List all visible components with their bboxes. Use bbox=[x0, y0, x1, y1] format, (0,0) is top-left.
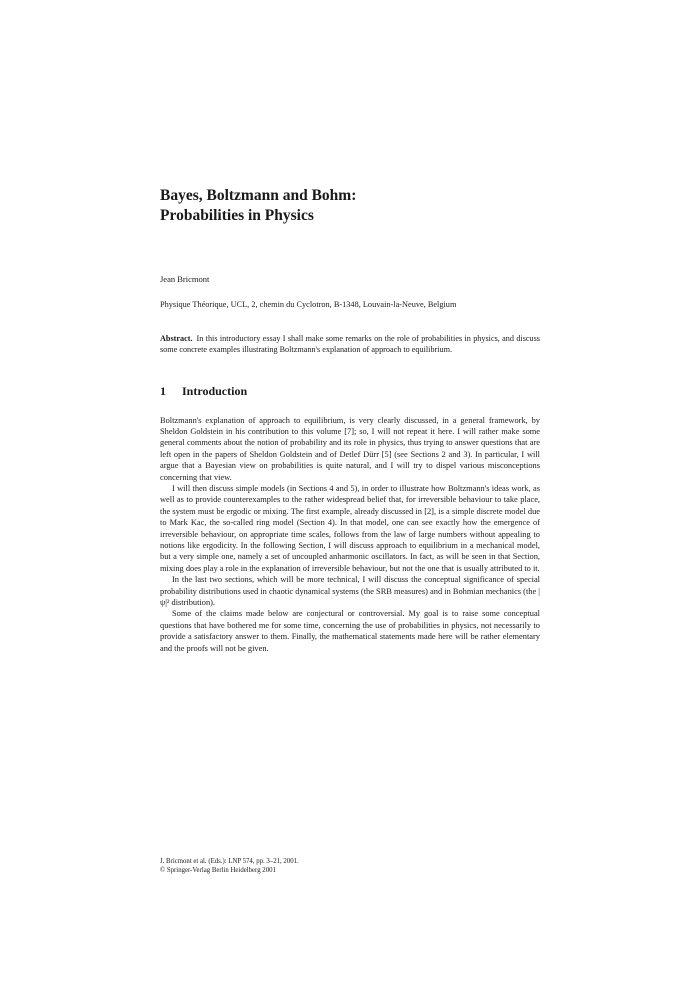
section-title: Introduction bbox=[182, 383, 248, 398]
section-heading bbox=[160, 384, 540, 399]
abstract-label: Abstract. bbox=[160, 333, 193, 343]
paper-title bbox=[160, 186, 540, 226]
paragraph: In the last two sections, which will be more technical, I will discuss the conceptual significance of special probability distributions used in chaotic dynamical systems (the SRB measures) and in Bohmian mechanics (the |ψ|² distribution). bbox=[160, 575, 540, 607]
section-number: 1 bbox=[160, 383, 166, 398]
author-affiliation: Physique Théorique, UCL, 2, chemin du Cyclotron, B-1348, Louvain-la-Neuve, Belgium bbox=[160, 300, 457, 309]
abstract bbox=[160, 333, 540, 355]
footnote bbox=[160, 858, 540, 875]
abstract-text: In this introductory essay I shall make some remarks on the role of probabilities in physics, and discuss some concrete examples illustrating Boltzmann's explanation of approach to equilibrium. bbox=[160, 333, 540, 354]
paper-content bbox=[160, 186, 540, 654]
title-line-1: Bayes, Boltzmann and Bohm: bbox=[160, 187, 357, 204]
author-name: Jean Bricmont bbox=[160, 274, 210, 284]
body-text bbox=[160, 415, 540, 655]
copyright-line: © Springer-Verlag Berlin Heidelberg 2001 bbox=[160, 866, 276, 874]
paragraph: Some of the claims made below are conjectural or controversial. My goal is to raise some conceptual questions that have bothered me for some time, concerning the use of probabilities in physics, not necessarily to provide a satisfactory answer to them. Finally, the mathematical statements made here will be rather elementary and the proofs will not be given. bbox=[160, 609, 540, 653]
citation-line: J. Bricmont et al. (Eds.): LNP 574, pp. 3–21, 2001. bbox=[160, 858, 299, 865]
paragraph: I will then discuss simple models (in Sections 4 and 5), in order to illustrate how Boltzmann's ideas work, as well as to provide counterexamples to the rather widespread belief that, for irreversible behaviour to take place, the system must be ergodic or mixing. The first example, already discussed in [2], is a simple discrete model due to Mark Kac, the so-called ring model (Section 4). In that model, one can see exactly how the emergence of irreversible behaviour, on appropriate time scales, follows from the law of large numbers without appealing to notions like ergodicity. In the following Section, I will discuss approach to equilibrium in a mechanical model, but a very simple one, namely a set of uncoupled anharmonic oscillators. In fact, as will be seen in that Section, mixing does play a role in the explanation of irreversible behaviour, but not the one that is usually attributed to it. bbox=[160, 483, 540, 573]
title-line-2: Probabilities in Physics bbox=[160, 207, 314, 224]
paragraph: Boltzmann's explanation of approach to equilibrium, is very clearly discussed, in a general framework, by Sheldon Goldstein in his contribution to this volume [7]; so, I will not repeat it here. I will rather make some general comments about the notion of probability and its role in physics, thus trying to answer questions that are left open in the papers of Sheldon Goldstein and of Detlef Dürr [5] (see Sections 2 and 3). In particular, I will argue that a Bayesian view on probabilities is quite natural, and I will try to dispel various misconceptions concerning that view. bbox=[160, 415, 540, 482]
